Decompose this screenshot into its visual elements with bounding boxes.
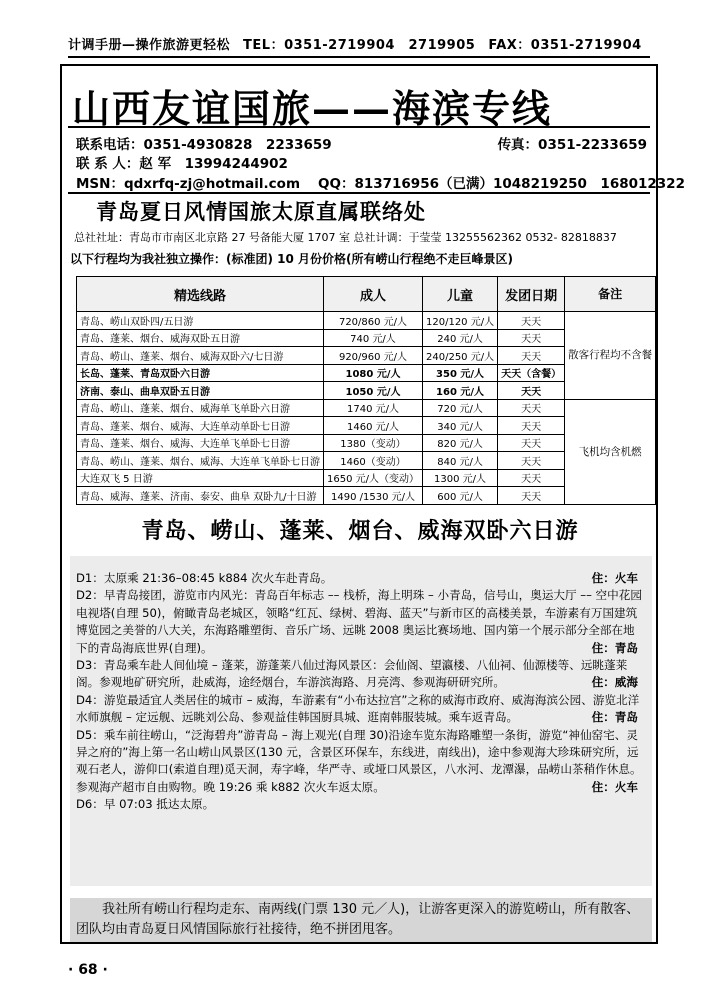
remark-meals: 散客行程均不含餐: [565, 312, 656, 400]
child-price: 240 元/人: [423, 329, 498, 347]
office-address: 总社社址：青岛市市南区北京路 27 号备能大厦 1707 室 总社计调：于莹莹 13255562362 0532- 82818837: [74, 231, 617, 244]
depart-date: 天天: [498, 487, 565, 505]
depart-date: 天天: [498, 399, 565, 417]
route-name: 青岛、蓬莱、烟台、威海、大连单飞单卧七日游: [77, 434, 324, 452]
col-child: 儿童: [423, 277, 498, 312]
adult-price: 1740 元/人: [324, 399, 423, 417]
child-price: 160 元/人: [423, 382, 498, 400]
contact-person: 联 系 人：赵 军 13994244902: [76, 156, 288, 172]
adult-price: 1050 元/人: [324, 382, 423, 400]
child-price: 1300 元/人: [423, 469, 498, 487]
child-price: 120/120 元/人: [423, 312, 498, 330]
child-price: 820 元/人: [423, 434, 498, 452]
header-tel: TEL：0351-2719904 2719905: [243, 38, 476, 53]
itinerary-box: [70, 556, 652, 886]
depart-date: 天天: [498, 434, 565, 452]
table-row: [77, 399, 656, 417]
price-note: 以下行程均为我社独立操作：(标准团) 10 月份价格(所有崂山行程绝不走巨峰景区): [70, 252, 513, 266]
routes-table: [76, 276, 656, 505]
itinerary-day: [76, 692, 644, 727]
table-row: [77, 312, 656, 330]
day-stay: 住：青岛: [591, 640, 638, 655]
depart-date: 天天: [498, 417, 565, 435]
adult-price: 1460（变动）: [324, 452, 423, 470]
child-price: 340 元/人: [423, 417, 498, 435]
divider: [68, 126, 650, 128]
adult-price: 1080 元/人: [324, 364, 423, 382]
day-stay: 住：火车: [591, 779, 638, 794]
header-slogan: 计调手册—操作旅游更轻松: [68, 38, 231, 53]
page-header: [68, 34, 650, 58]
adult-price: 1490 /1530 元/人: [324, 487, 423, 505]
depart-date: 天天（含餐）: [498, 364, 565, 382]
contact-qq: QQ：813716956（已满）1048219250 168012322: [318, 176, 685, 192]
depart-date: 天天: [498, 329, 565, 347]
day-text: D5：乘车前往崂山，“泛海碧舟”游青岛 – 海上观光(自理 30)沿途车览东海路雕塑一条街，游览“神仙窑宅、灵异之府的”海上第一名山崂山风景区(130 元，含景区环保车，东线进，南线出)，途中参观海大珍珠研究所，远观石老人，游仰口(索道自理)觅天洞，寿字峰，华严寺、或垭口风景区，八水河、龙潭瀑，品崂山茶稍作休息。参观海产超市自由购物。晚 19:26 乘 k882 次火车返太原。: [76, 727, 642, 794]
itinerary-day: [76, 796, 644, 813]
route-name: 青岛、崂山、蓬莱、烟台、威海双卧六/七日游: [77, 347, 324, 365]
itinerary-day: [76, 587, 644, 657]
office-title: 青岛夏日风情国旅太原直属联络处: [96, 200, 426, 224]
depart-date: 天天: [498, 452, 565, 470]
itinerary-day: [76, 657, 644, 692]
day-text: D6：早 07:03 抵达太原。: [76, 797, 215, 812]
child-price: 720 元/人: [423, 399, 498, 417]
child-price: 840 元/人: [423, 452, 498, 470]
col-route: 精选线路: [77, 277, 324, 312]
route-name: 长岛、蓬莱、青岛双卧六日游: [77, 364, 324, 382]
day-text: D2：早青岛接团，游览市内风光：青岛百年标志 –– 栈桥，海上明珠 – 小青岛，信号山，奥运大厅 –– 空中花园电视塔(自理 50)，俯瞰青岛老城区，领略“红瓦、绿树、碧海、蓝天”与新市区的高楼美景，车游素有万国建筑博览园之美誉的八大关，东海路雕塑街、音乐广场、远眺 2008 奥运比赛场地、国内第一个展示部分全部在地下的青岛海底世界(自理)。: [76, 588, 642, 655]
route-name: 青岛、崂山、蓬莱、烟台、威海、大连单飞单卧七日游: [77, 452, 324, 470]
route-name: 青岛、蓬莱、烟台、威海、大连单动单卧七日游: [77, 417, 324, 435]
day-stay: 住：威海: [591, 675, 638, 690]
itinerary-day: [76, 727, 644, 797]
depart-date: 天天: [498, 382, 565, 400]
adult-price: 720/860 元/人: [324, 312, 423, 330]
child-price: 600 元/人: [423, 487, 498, 505]
itinerary-day: [76, 570, 644, 587]
day-stay: 住：青岛: [591, 710, 638, 725]
route-name: 大连双飞 5 日游: [77, 469, 324, 487]
child-price: 240/250 元/人: [423, 347, 498, 365]
route-name: 青岛、蓬莱、烟台、威海双卧五日游: [77, 329, 324, 347]
page-number: · 68 ·: [68, 962, 108, 978]
depart-date: 天天: [498, 312, 565, 330]
adult-price: 1650 元/人（变动）: [324, 469, 423, 487]
day-text: D3：青岛乘车赴人间仙境 – 蓬莱，游蓬莱八仙过海风景区：会仙阁、望瀛楼、八仙祠、仙源楼等、远眺蓬莱阁。参观地矿研究所，赴威海，途经烟台，车游滨海路、月亮湾、参观海研研究所。: [76, 658, 628, 690]
contact-msn: MSN：qdxrfq-zj@hotmail.com: [76, 176, 301, 192]
child-price: 350 元/人: [423, 364, 498, 382]
adult-price: 740 元/人: [324, 329, 423, 347]
contact-phone: 联系电话：0351-4930828 2233659: [76, 137, 332, 153]
depart-date: 天天: [498, 469, 565, 487]
remark-flights: 飞机均含机燃: [565, 399, 656, 504]
ad-title: 山西友谊国旅——海滨专线: [72, 86, 553, 131]
contact-fax: 传真：0351-2233659: [497, 137, 647, 153]
itinerary-title: 青岛、崂山、蓬莱、烟台、威海双卧六日游: [141, 519, 579, 544]
adult-price: 920/960 元/人: [324, 347, 423, 365]
day-text: D4：游览最适宜人类居住的城市 – 威海，车游素有“小布达拉宫”之称的威海市政府、威海海滨公园、游览北洋水师旗舰 – 定远舰、远眺刘公岛、参观益佳韩国厨具城、逛南韩服装城。乘车返青岛。: [76, 692, 640, 725]
day-text: D1：太原乘 21:36–08:45 k884 次火车赴青岛。: [76, 571, 333, 585]
col-adult: 成人: [324, 277, 423, 312]
route-name: 济南、泰山、曲阜双卧五日游: [77, 382, 324, 400]
footer-text: 我社所有崂山行程均走东、南两线(门票 130 元／人)，让游客更深入的游览崂山，所有散客、团队均由青岛夏日风情国际旅行社接待，绝不拼团甩客。: [76, 902, 640, 937]
adult-price: 1460 元/人: [324, 417, 423, 435]
route-name: 青岛、威海、蓬莱、济南、泰安、曲阜 双卧九/十日游: [77, 487, 324, 505]
col-remark: 备注: [565, 277, 656, 312]
header-fax: FAX：0351-2719904: [488, 38, 642, 53]
divider: [68, 192, 650, 194]
col-date: 发团日期: [498, 277, 565, 312]
route-name: 青岛、崂山双卧四/五日游: [77, 312, 324, 330]
table-header-row: [77, 277, 656, 312]
route-name: 青岛、崂山、蓬莱、烟台、威海单飞单卧六日游: [77, 399, 324, 417]
day-stay: 住：火车: [591, 571, 638, 585]
depart-date: 天天: [498, 347, 565, 365]
adult-price: 1380（变动）: [324, 434, 423, 452]
footer-note: [70, 898, 652, 942]
